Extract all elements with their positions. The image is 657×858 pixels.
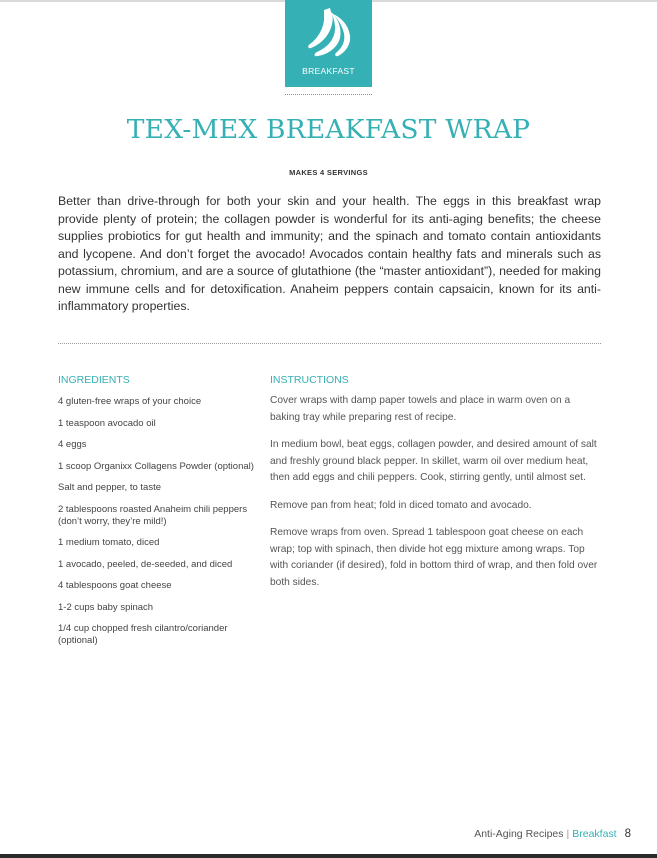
page-footer xyxy=(474,828,631,840)
ingredient-item: 4 tablespoons goat cheese xyxy=(58,580,172,591)
category-badge xyxy=(285,0,372,87)
instruction-step: Remove pan from heat; fold in diced tomato and avocado. xyxy=(270,499,532,511)
section-divider xyxy=(58,343,601,344)
servings-label: MAKES 4 SERVINGS xyxy=(289,168,368,177)
footer-separator: | xyxy=(566,828,570,840)
intro-paragraph: Better than drive-through for both your skin and your health. The eggs in this breakfast wrap provide plenty of protein; the collagen powder is wonderful for its anti-aging benefits; the cheese supplies probiotics for gut health and immunity; and the spinach and tomato contain antioxidants and lycopene. And don’t forget the avocado! Avocados contain healthy fats and minerals such as potassium, chromium, and are a source of glutathione (the “master antioxidant”), needed for making new immune cells and for detoxification. Anaheim peppers contain capsaicin, known for its anti-inflammatory properties. xyxy=(58,194,601,313)
ingredient-item: 4 gluten-free wraps of your choice xyxy=(58,396,202,407)
ingredient-item: 1 medium tomato, diced xyxy=(58,537,160,548)
ingredient-item: 4 eggs xyxy=(58,439,87,450)
bottom-border xyxy=(0,854,657,858)
instruction-step: In medium bowl, beat eggs, collagen powder, and desired amount of salt and freshly ground black pepper. In skillet, warm oil over medium heat, then add eggs and chili peppers. Cook, stirring gently, until almost set. xyxy=(270,439,597,483)
recipe-title: TEX-MEX BREAKFAST WRAP xyxy=(126,114,531,145)
instruction-step: Remove wraps from oven. Spread 1 tablespoon goat cheese on each wrap; top with spinach, then divide hot egg mixture among wraps. Top with coriander (if desired), fold in bottom third of wrap, and then fold over both sides. xyxy=(270,527,598,588)
ingredient-item: 1-2 cups baby spinach xyxy=(58,601,154,613)
ingredient-item: 1 teaspoon avocado oil xyxy=(58,417,156,429)
footer-book-title: Anti-Aging Recipes xyxy=(474,828,564,840)
ingredient-item: Salt and pepper, to taste xyxy=(58,482,161,493)
instructions-list xyxy=(270,393,602,602)
ingredient-item: 2 tablespoons roasted Anaheim chili peppers (don’t worry, they’re mild!) xyxy=(58,503,248,527)
ingredient-item: 1 avocado, peeled, de-seeded, and diced xyxy=(58,558,233,570)
banana-icon xyxy=(304,6,354,60)
ingredients-heading: INGREDIENTS xyxy=(58,374,130,386)
instruction-step: Cover wraps with damp paper towels and place in warm oven on a baking tray while preparing rest of recipe. xyxy=(270,395,571,423)
ingredients-list xyxy=(58,396,258,657)
footer-section: Breakfast xyxy=(572,828,617,840)
badge-divider xyxy=(285,94,372,95)
instructions-heading: INSTRUCTIONS xyxy=(270,374,349,386)
ingredient-item: 1/4 cup chopped fresh cilantro/coriander (optional) xyxy=(58,623,228,646)
page-number: 8 xyxy=(624,828,631,840)
category-label: BREAKFAST xyxy=(302,66,355,76)
ingredient-item: 1 scoop Organixx Collagens Powder (optional) xyxy=(58,460,254,472)
